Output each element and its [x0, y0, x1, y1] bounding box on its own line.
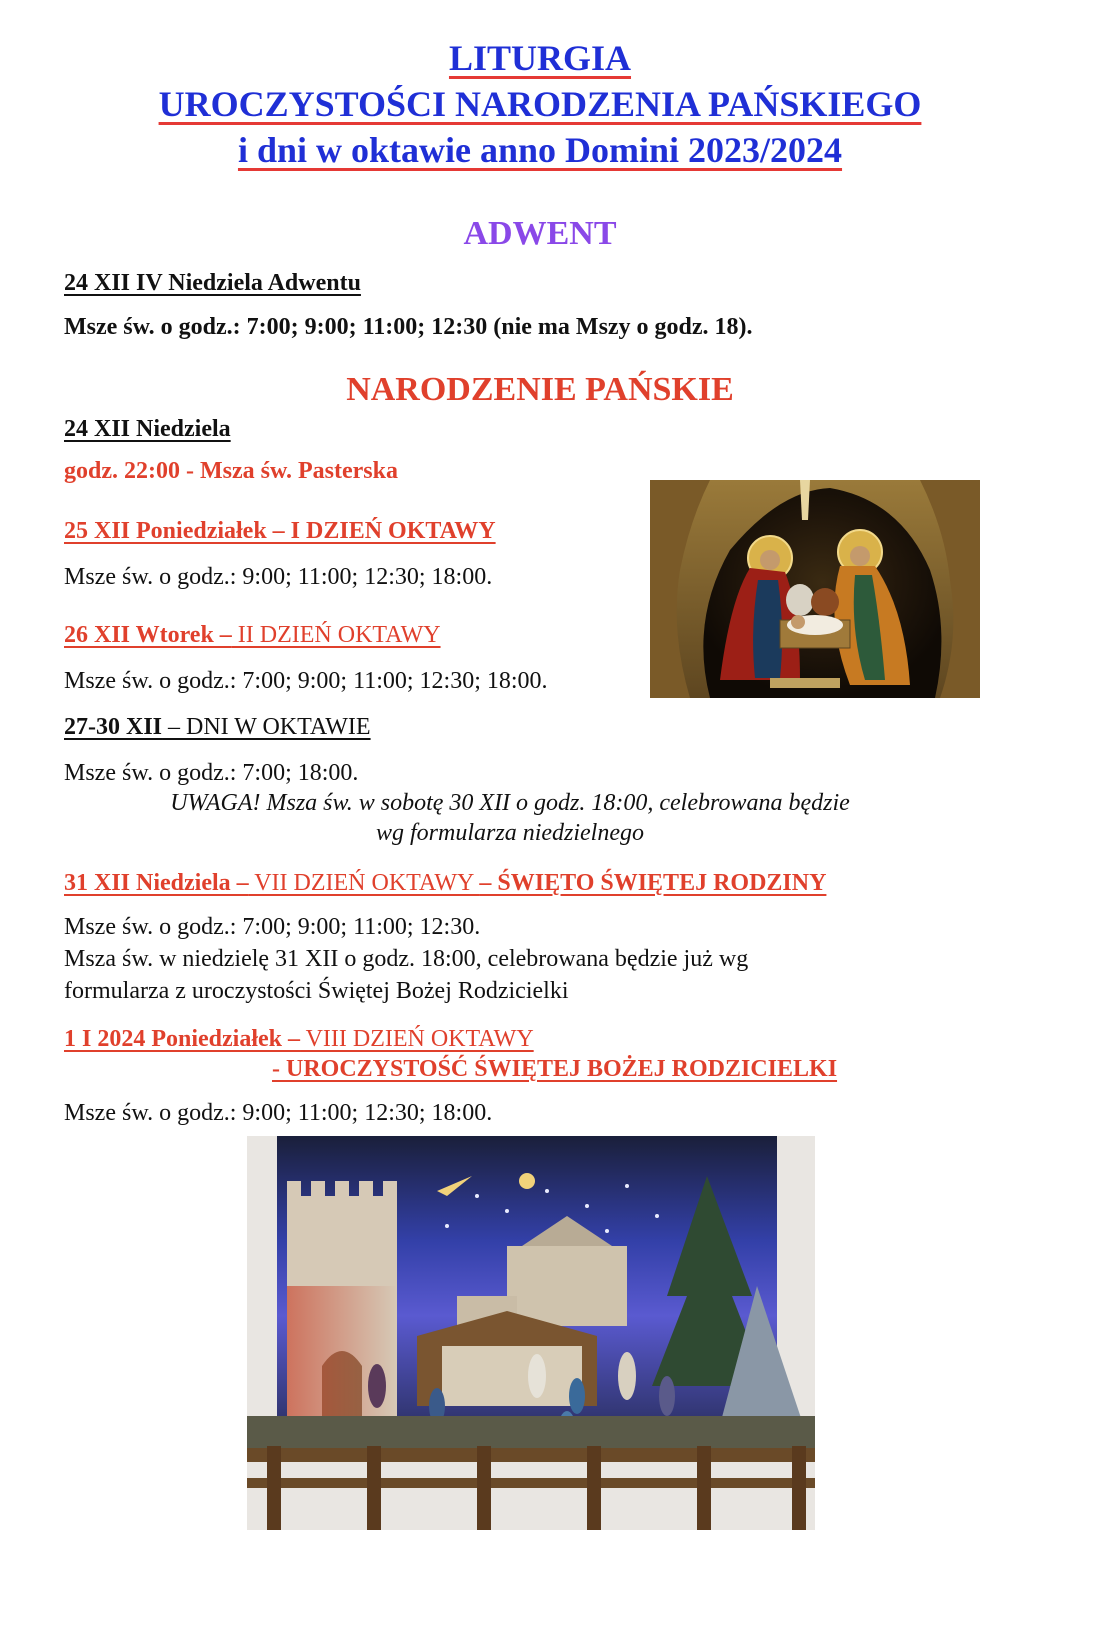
jan1-heading: 1 I 2024 Poniedziałek – VIII DZIEŃ OKTAWY — [64, 1026, 534, 1052]
nativity-section-title: NARODZENIE PAŃSKIE — [346, 371, 734, 408]
dec24-heading: 24 XII Niedziela — [64, 416, 231, 442]
dec30-note-line-2: wg formularza niedzielnego — [376, 820, 644, 846]
advent-day-heading: 24 XII IV Niedziela Adwentu — [64, 270, 361, 296]
title-line-1: LITURGIA — [448, 38, 632, 78]
dec27-30-heading: 27-30 XII – DNI W OKTAWIE — [64, 714, 371, 740]
dec31-masses: Msze św. o godz.: 7:00; 9:00; 11:00; 12:30. — [64, 914, 481, 940]
advent-masses: Msze św. o godz.: 7:00; 9:00; 11:00; 12:30 (nie ma Mszy o godz. 18). — [64, 314, 753, 340]
dec27-30-masses: Msze św. o godz.: 7:00; 18:00. — [64, 760, 359, 786]
dec30-note-line-1: UWAGA! Msza św. w sobotę 30 XII o godz. 18:00, celebrowana będzie — [170, 790, 850, 816]
jan1-masses: Msze św. o godz.: 9:00; 11:00; 12:30; 18:00. — [64, 1100, 493, 1126]
dec25-heading: 25 XII Poniedziałek – I DZIEŃ OKTAWY — [64, 518, 496, 544]
dec26-masses: Msze św. o godz.: 7:00; 9:00; 11:00; 12:30; 18:00. — [64, 668, 548, 694]
title-line-2: UROCZYSTOŚCI NARODZENIA PAŃSKIEGO — [158, 84, 922, 124]
nativity-icon — [650, 480, 980, 698]
dec31-heading: 31 XII Niedziela – VII DZIEŃ OKTAWY – ŚWIĘTO ŚWIĘTEJ RODZINY — [64, 870, 827, 896]
nativity-scene-photo — [247, 1136, 815, 1530]
jan1-heading-solemnity: - UROCZYSTOŚĆ ŚWIĘTEJ BOŻEJ RODZICIELKI — [272, 1056, 838, 1082]
title-line-3: i dni w oktawie anno Domini 2023/2024 — [237, 130, 843, 170]
advent-section-title: ADWENT — [463, 215, 617, 252]
dec24-midnight-mass: godz. 22:00 - Msza św. Pasterska — [64, 458, 398, 484]
dec25-masses: Msze św. o godz.: 9:00; 11:00; 12:30; 18:00. — [64, 564, 493, 590]
dec31-note-line-2: formularza z uroczystości Świętej Bożej Rodzicielki — [64, 978, 569, 1004]
dec31-note-line-1: Msza św. w niedzielę 31 XII o godz. 18:00, celebrowana będzie już wg — [64, 946, 749, 972]
dec26-heading: 26 XII Wtorek – II DZIEŃ OKTAWY — [64, 622, 441, 648]
